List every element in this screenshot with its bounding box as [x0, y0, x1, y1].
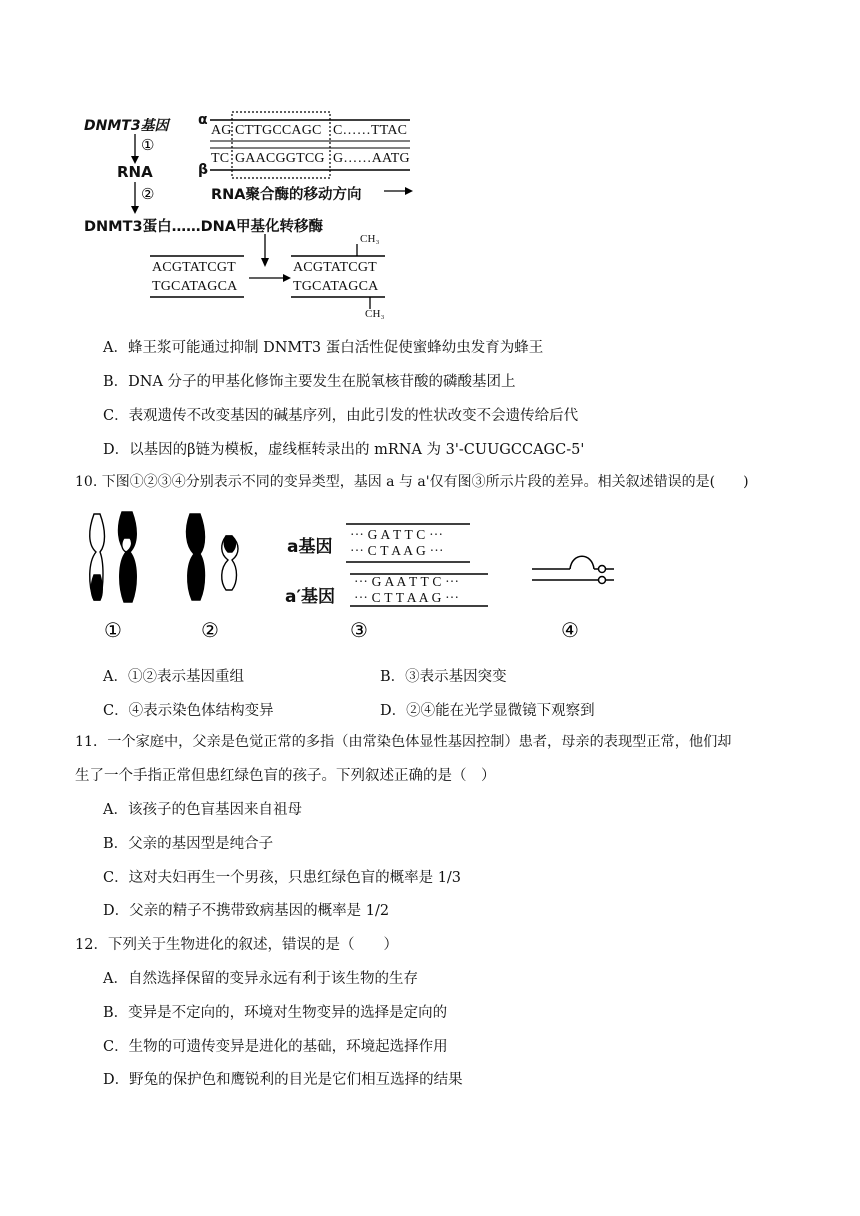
protein-label: DNMT3蛋白……DNA甲基化转移酶: [84, 219, 323, 235]
q12-stem: 12．下列关于生物进化的叙述，错误的是（ ）: [75, 937, 398, 953]
gene-a-prime-bottom-seq: ··· C T T A A G ···: [354, 590, 460, 605]
q10-option-d: D．②④能在光学显微镜下观察到: [380, 703, 595, 719]
q10-option-c: C．④表示染色体结构变异: [103, 703, 274, 719]
gene-a-label: a基因: [287, 537, 333, 557]
q9-figure: [0, 0, 860, 330]
q10-option-a: A．①②表示基因重组: [103, 669, 244, 685]
step1-label: ①: [141, 138, 155, 154]
fig-label-2: ②: [201, 620, 219, 642]
q11-option-c: C．这对夫妇再生一个男孩，只患红绿色盲的概率是 1/3: [103, 870, 462, 886]
fig-label-4: ④: [561, 620, 579, 642]
gene-a-top-seq: ··· G A T T C ···: [350, 527, 444, 542]
rnap-direction-label: RNA聚合酶的移动方向: [211, 187, 362, 203]
gene-label: DNMT3基因: [84, 118, 169, 134]
q11-option-b: B．父亲的基因型是纯合子: [103, 836, 274, 852]
chromosome-pair-1: [90, 512, 137, 602]
ch3-top-label: CH₃: [360, 233, 380, 245]
q12-option-a: A．自然选择保留的变异永远有利于该生物的生存: [103, 971, 418, 987]
alpha-suffix: C……TTAC: [333, 123, 408, 138]
beta-box: GAACGGTCG: [235, 151, 325, 166]
before-bottom-seq: TGCATAGCA: [152, 279, 238, 294]
q9-option-c: C．表观遗传不改变基因的碱基序列，由此引发的性状改变不会遗传给后代: [103, 408, 579, 424]
q10-stem: 10. 下图①②③④分别表示不同的变异类型，基因 a 与 a'仅有图③所示片段的差异。相关叙述错误的是( ): [75, 474, 749, 490]
q11-stem-line1: 11．一个家庭中，父亲是色觉正常的多指（由常染色体显性基因控制）患者，母亲的表现型正常，他们却: [75, 734, 732, 750]
gene-a-prime-top-seq: ··· G A A T T C ···: [354, 574, 460, 589]
before-top-seq: ACGTATCGT: [152, 260, 236, 275]
q10-option-b: B．③表示基因突变: [380, 669, 507, 685]
beta-label: β: [198, 162, 209, 178]
q12-option-d: D．野兔的保护色和鹰锐利的目光是它们相互选择的结果: [103, 1072, 463, 1088]
rna-label: RNA: [117, 163, 153, 181]
q11-stem-line2: 生了一个手指正常但患红绿色盲的孩子。下列叙述正确的是（ ）: [75, 768, 496, 784]
after-bottom-seq: TGCATAGCA: [293, 279, 379, 294]
q11-option-d: D．父亲的精子不携带致病基因的概率是 1/2: [103, 903, 390, 919]
chromosome-pair-2: [187, 514, 238, 600]
alpha-prefix: AG: [211, 123, 232, 138]
q9-option-b: B．DNA 分子的甲基化修饰主要发生在脱氧核苷酸的磷酸基团上: [103, 374, 516, 390]
q9-option-d: D．以基因的β链为模板，虚线框转录出的 mRNA 为 3'-CUUGCCAGC-5': [103, 442, 585, 458]
ch3-bottom-label: CH₃: [365, 308, 385, 320]
q9-option-a: A．蜂王浆可能通过抑制 DNMT3 蛋白活性促使蜜蜂幼虫发育为蜂王: [103, 340, 544, 356]
q11-option-a: A．该孩子的色盲基因来自祖母: [103, 802, 302, 818]
gene-a-bottom-seq: ··· C T A A G ···: [350, 543, 444, 558]
beta-prefix: TC: [211, 151, 230, 166]
gene-a-prime-label: a′基因: [285, 587, 335, 607]
chromosome-loop-diagram: [532, 556, 614, 583]
q12-option-c: C．生物的可遗传变异是进化的基础，环境起选择作用: [103, 1039, 448, 1055]
fig-label-1: ①: [104, 620, 122, 642]
step2-label: ②: [141, 187, 155, 203]
alpha-label: α: [198, 112, 208, 128]
fig-label-3: ③: [350, 620, 368, 642]
beta-suffix: G……AATG: [333, 151, 410, 166]
after-top-seq: ACGTATCGT: [293, 260, 377, 275]
q10-figure: [0, 500, 860, 650]
alpha-box: CTTGCCAGC: [235, 123, 322, 138]
q12-option-b: B．变异是不定向的，环境对生物变异的选择是定向的: [103, 1005, 448, 1021]
